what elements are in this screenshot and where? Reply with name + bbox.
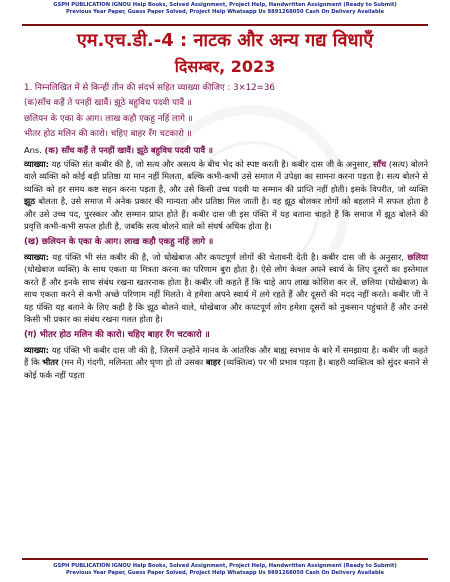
paragraph-text: बोलता है, उसे समाज में अनेक प्रकार की मान्यता और प्रतिष्ठा मिल जाती है। वह झूठ बोलकर लोगों को बहलाने में सफल होता है और उसे उच्च पद, पुरस्कार और सम्मान प्राप्त होते हैं। कबीर दास जी इस पंक्ति में यह बताना चाहते हैं कि समाज में झूठ बोलने की प्रवृत्ति कभी-कभी सफल होती है, जबकि सत्य बोलने वाले को संघर्ष अधिक होता है। [24, 196, 428, 232]
exam-date: दिसम्बर, 2023 [174, 57, 276, 76]
question-prompt: 1. निम्नलिखित में से किन्हीं तीन की संदर्भ सहित व्याख्या कीजिए : 3×12=36 [24, 83, 275, 93]
answer-verse: (क) साँच कहैं ते पनहीं खावैं। झूठे बहुविध पदवी पावैं ॥ [44, 144, 213, 155]
header-line-1: GSPH PUBLICATION IGNOU Help Books, Solved Assignment, Project Help, Handwritten Assignment (Ready to Submit) [53, 2, 397, 8]
explanation-paragraph-3 [24, 344, 428, 381]
paragraph-text: (मन में) गंदगी, मलिनता और घृणा हो तो उसका [58, 357, 206, 368]
header-line-2: Previous Year Paper, Guess Paper Solved, Project Help Whatsapp Us 9891268050 Cash On Delivery Available [65, 9, 385, 15]
paragraph-text: यह पंक्ति भी कबीर दास जी की है, जिसमें उन्होंने मानव के आंतरिक और बाह्य स्वभाव के बारे में समझाया है। कबीर जी कहते हैं कि [24, 344, 428, 368]
paragraph-text: (व्यक्तित्व) पर भी प्रभाव पड़ता है। बाहरी व्यक्तित्व को सुंदर बनाने से कोई फर्क नहीं पड़ता [24, 357, 428, 380]
keyword: झूठ [24, 196, 36, 207]
footer-line-1: GSPH PUBLICATION IGNOU Help Books, Solved Assignment, Project Help, Handwritten Assignment (Ready to Submit) [53, 563, 397, 569]
keyword: छलिया [407, 251, 428, 262]
explanation-lead: व्याख्या: [24, 251, 49, 262]
sub-question-ga: (ग) भीतर होठ मलिन की कारो। चहिए बाहर रँग चटकारो ॥ [24, 330, 210, 341]
footer-line-2: Previous Year Paper, Guess Paper Solved, Project Help Whatsapp Us 9891268050 Cash On Delivery Available [65, 570, 385, 576]
paragraph-text: (सत्य) बोलने वाले व्यक्ति को कोई बड़ी प्रतिष्ठा या मान नहीं मिलता, बल्कि कभी-कभी उसे समाज में उपेक्षा का सामना करना पड़ता है। सत्य बोलने से व्यक्ति को हर समय कष्ट सहन करना पड़ता है, और उसे किसी उच्च पदवी या सम्मान की प्राप्ति नहीं होती। इसके विपरीत, जो व्यक्ति [24, 159, 428, 194]
explanation-paragraph-2 [24, 251, 428, 325]
footer-divider [22, 558, 428, 560]
page-header [0, 2, 450, 16]
answer-label: Ans. [24, 144, 42, 155]
paragraph-text: (धोखेबाज व्यक्ति) के साथ एकता या मित्रता करना का परिणाम बुरा होता है। ऐसे लोग केवल अपने स्वार्थ के लिए दूसरों का इस्तेमाल करते हैं और इनके साथ संबंध रखना खतरनाक होता है। कबीर जी कहते हैं कि चाहे आप लाख कोशिश कर लें, छलिया (धोखेबाज) के साथ एकता करने से कभी अच्छे परिणाम नहीं मिलते। वे हमेशा अपने स्वार्थ में लगे रहते हैं और दूसरों की मदद नहीं करते। कबीर जी ने यह पंक्ति यह बताने के लिए कही है कि झूठ बोलने वाले, धोखेबाज और कपटपूर्ण लोग हमेशा दूसरों को नुकसान पहुंचाते हैं और उनसे किसी भी प्रकार का संबंध रखना गलत होता है। [24, 264, 428, 324]
document-body [24, 82, 428, 381]
header-divider [22, 24, 428, 26]
explanation-lead: व्याख्या: [24, 344, 49, 355]
verse-line-2: छलियन के एका के आग। लाख कहौ एकहु नहिं लागे ॥ [24, 113, 193, 124]
paragraph-text: यह पंक्ति भी संत कबीर की है, जो धोखेबाज और कपटपूर्ण लोगों की चेतावनी देती है। कबीर दास जी के अनुसार, [48, 251, 408, 262]
page-title: एम.एच.डी.-4 : नाटक और अन्य गद्य विधाएँ [76, 30, 374, 51]
explanation-lead: व्याख्या: [24, 159, 49, 170]
sub-question-kha: (ख) छलियन के एका के आग। लाख कहौ एकहु नहिं लागे ॥ [24, 237, 214, 248]
keyword: साँच [373, 159, 387, 170]
answer-heading [24, 144, 428, 156]
page-footer [0, 563, 450, 577]
keyword: भीतर [42, 357, 59, 368]
keyword: बाहर [205, 357, 221, 368]
paragraph-text: यह पंक्ति संत कबीर की है, जो सत्य और असत्य के बीच भेद को स्पष्ट करती है। कबीर दास जी के अनुसार, [48, 159, 374, 170]
explanation-paragraph-1 [24, 158, 428, 232]
verse-line-3: भीतर होठ मलिन की कारो। चहिए बाहर रँग चटकारो ॥ [24, 129, 192, 140]
verse-line-1: (क)साँच कहैं ते पनहीं खावैं। झूठे बहुविध पदवी पावैं ॥ [24, 98, 192, 109]
